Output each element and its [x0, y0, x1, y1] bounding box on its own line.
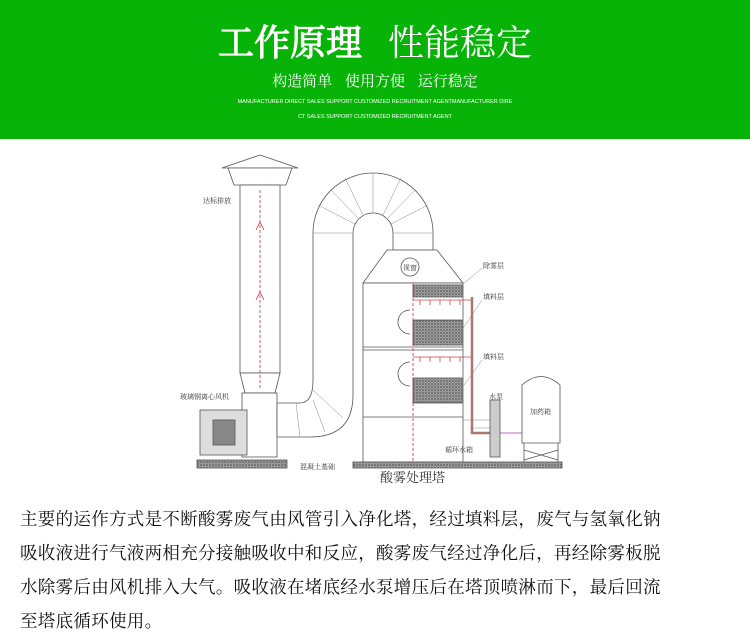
subtitle: 构造简单 使用方便 运行稳定	[272, 72, 478, 90]
description-line: 至塔底循环使用。	[20, 612, 163, 632]
title-light: 性能稳定	[388, 23, 533, 64]
scrubber-diagram	[0, 139, 750, 499]
acid-mist-tower	[353, 250, 562, 468]
label-foundation: 混凝土基础	[300, 463, 335, 471]
label-fan: 玻璃钢离心风机	[180, 393, 229, 401]
description	[20, 503, 661, 639]
label-packing-2: 填料层	[483, 353, 504, 361]
description-line: 吸收液进行气液两相充分接触吸收中和反应，酸雾废气经过净化后，再经除雾板脱	[20, 544, 661, 564]
centrifugal-fan	[197, 393, 287, 468]
page-title	[0, 22, 750, 66]
label-dosing-tank: 加药箱	[530, 408, 551, 416]
english-tagline-2: CT SALES SUPPORT CUSTOMIZED RECRUITMENT AGENT	[298, 114, 452, 120]
english-tagline-1: MANUFACTURER DIRECT SALES SUPPORT CUSTOMIZED RECRUITMENT AGENTMANUFACTURER DIRE	[237, 99, 513, 105]
title-bold: 工作原理	[217, 23, 362, 64]
label-demister: 除雾层	[483, 262, 504, 270]
label-window: 视窗	[403, 264, 417, 272]
label-circulating-tank: 循环水箱	[445, 446, 473, 454]
label-pump: 水泵	[489, 393, 503, 401]
label-packing-1: 填料层	[483, 293, 504, 301]
header-banner	[0, 0, 750, 139]
description-line: 水除雾后由风机排入大气。吸收液在堵底经水泵增压后在塔顶喷淋而下，最后回流	[20, 578, 661, 598]
exhaust-stack	[222, 155, 298, 393]
description-line: 主要的运作方式是不断酸雾废气由风管引入净化塔，经过填料层，废气与氢氧化钠	[20, 510, 661, 530]
tower-title: 酸雾处理塔	[380, 471, 446, 486]
label-discharge: 达标排放	[203, 197, 231, 205]
